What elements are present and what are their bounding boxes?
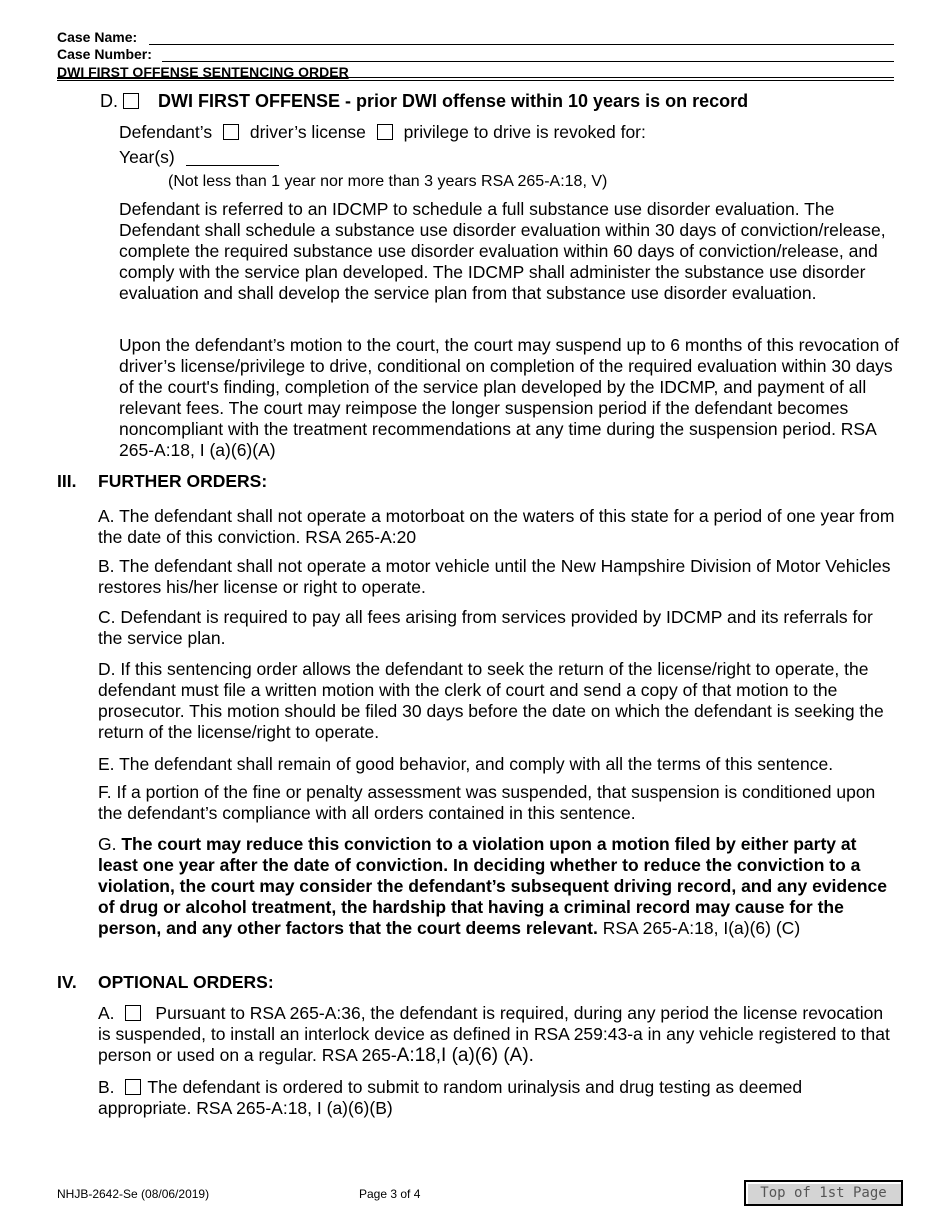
page-number: Page 3 of 4: [359, 1187, 421, 1201]
order-g: [98, 834, 898, 939]
privilege-checkbox[interactable]: [377, 124, 393, 140]
case-number-label: Case Number:: [57, 46, 152, 62]
optional-b-text: The defendant is ordered to submit to random urinalysis and drug testing as deemed appropriate. RSA 265-A:18, I (a)(6)(B): [98, 1077, 803, 1118]
section-d-title: DWI FIRST OFFENSE - prior DWI offense within 10 years is on record: [158, 91, 749, 111]
years-input-line[interactable]: [186, 165, 279, 166]
order-g-citation: RSA 265-A:18, I(a)(6) (C): [602, 918, 801, 938]
section-iii-title: FURTHER ORDERS:: [98, 471, 268, 491]
defendants-label: Defendant’s: [119, 122, 213, 142]
optional-b-checkbox[interactable]: [125, 1079, 141, 1095]
section-d-paragraph-2: Upon the defendant’s motion to the court, the court may suspend up to 6 months of this revocation of driver’s license/privilege to drive, conditional on completion of the required evaluation within 30 days of the court's finding, completion of the service plan developed by the IDCMP, and payment of all relevant fees. The court may reimpose the longer suspension period if the defendant becomes noncompliant with the treatment recommendations at any time during the suspension period. RSA 265-A:18, I (a)(6)(A): [119, 335, 899, 460]
drivers-license-label: driver’s license: [249, 122, 366, 142]
section-d-heading: [100, 91, 748, 112]
privilege-label: privilege to drive is revoked for:: [403, 122, 646, 142]
optional-a-letter: A.: [98, 1003, 115, 1023]
section-d-paragraph-1: Defendant is referred to an IDCMP to schedule a full substance use disorder evaluation. The Defendant shall schedule a substance use disorder evaluation within 30 days of conviction/release, complete the required substance use disorder evaluation within 60 days of conviction/release, and comply with the service plan developed. The IDCMP shall administer the substance use disorder evaluation and shall develop the service plan from that substance use disorder evaluation.: [119, 199, 886, 303]
form-id: NHJB-2642-Se (08/06/2019): [57, 1187, 210, 1201]
optional-a-checkbox[interactable]: [125, 1005, 141, 1021]
optional-b-letter: B.: [98, 1077, 115, 1097]
case-name-line: [149, 44, 894, 45]
order-f: F. If a portion of the fine or penalty assessment was suspended, that suspension is conditioned upon the defendant’s compliance with all orders contained in this sentence.: [98, 782, 876, 823]
order-a: A. The defendant shall not operate a motorboat on the waters of this state for a period of one year from the date of this conviction. RSA 265-A:20: [98, 506, 895, 547]
order-b: B. The defendant shall not operate a motor vehicle until the New Hampshire Division of Motor Vehicles restores his/her license or right to operate.: [98, 556, 891, 597]
top-of-first-page-button[interactable]: Top of 1st Page: [744, 1180, 903, 1206]
case-number-line: [162, 61, 894, 62]
revocation-line: [119, 122, 646, 143]
optional-order-b: [98, 1077, 898, 1119]
section-d-checkbox[interactable]: [123, 93, 139, 109]
years-label: Year(s): [119, 147, 175, 167]
order-d: D. If this sentencing order allows the defendant to seek the return of the license/right to operate, the defendant must file a written motion with the clerk of court and send a copy of that motion to the prosecutor. This motion should be filed 30 days before the date on which the defendant is seeking the return of the license/right to operate.: [98, 659, 884, 742]
order-g-letter: G.: [98, 834, 117, 854]
order-c: C. Defendant is required to pay all fees arising from services provided by IDCMP and its referrals for the service plan.: [98, 607, 873, 648]
years-note: (Not less than 1 year nor more than 3 years RSA 265-A:18, V): [168, 173, 608, 190]
header-rule-1: [57, 77, 894, 78]
optional-a-citation: A:18,I (a)(6) (A).: [396, 1045, 534, 1066]
section-iii-number: III.: [57, 471, 77, 491]
section-iv-title: OPTIONAL ORDERS:: [98, 972, 274, 992]
header-rule-2: [57, 80, 894, 81]
order-g-text: The court may reduce this conviction to a violation upon a motion filed by either party at least one year after the date of conviction. In deciding whether to reduce the conviction to a violation, the court may consider the defendant’s subsequent driving record, and any evidence of drug or alcohol treatment, the hardship that having a criminal record may cause for the person, and any other factors that the court deems relevant.: [98, 834, 887, 938]
form-title: DWI FIRST OFFENSE SENTENCING ORDER: [57, 64, 349, 80]
case-name-label: Case Name:: [57, 29, 138, 45]
optional-order-a: [98, 1003, 898, 1066]
order-e: E. The defendant shall remain of good behavior, and comply with all the terms of this sentence.: [98, 754, 834, 774]
drivers-license-checkbox[interactable]: [223, 124, 239, 140]
section-d-letter: D.: [100, 91, 118, 111]
section-iv-number: IV.: [57, 972, 77, 992]
optional-a-text: Pursuant to RSA 265-A:36, the defendant is required, during any period the license revocation is suspended, to install an interlock device as defined in RSA 259:43-a in any vehicle registered to that person or used on a regular. RSA 265-: [98, 1003, 890, 1065]
